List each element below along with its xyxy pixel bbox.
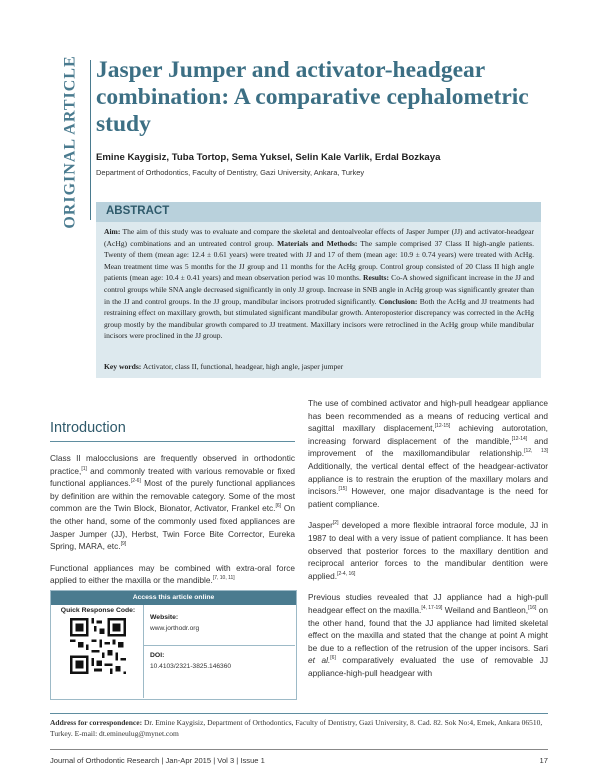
doi-label: DOI:: [150, 652, 165, 659]
text-run: Jasper: [308, 520, 333, 531]
text-run: and improvement of the maxillomandibular relationship.: [308, 435, 548, 459]
text-run: Class II malocclusions are frequently observed in orthodontic practice,: [50, 453, 295, 476]
introduction-rule: [50, 441, 295, 442]
introduction-heading: Introduction: [50, 420, 126, 436]
website-link[interactable]: www.jorthodr.org: [150, 625, 200, 632]
text-run: On the other hand, some of the commonly used fixed appliances are Jasper Jumper (JJ), Herbst, Twin Force Bite Corrector, Eureka Spring, MARA, etc.: [50, 503, 295, 552]
author-list: Emine Kaygisiz, Tuba Tortop, Sema Yuksel, Selin Kale Varlik, Erdal Bozkaya: [96, 152, 441, 163]
correspondence-text: Dr. Emine Kaygisiz, Department of Orthodontics, Faculty of Dentistry, Gazi University, 8. Cad. 82. Sok No:4, Emek, Ankara 06510, Turkey. E-mail: dt.emineulug@mynet.com: [50, 718, 543, 739]
text-run: comparatively evaluated the use of removable JJ appliance-high-pull headgear with: [308, 655, 548, 678]
text-run: achieving autorotation, increasing forward displacement of the mandible,: [308, 423, 548, 446]
body-column-right: [308, 397, 548, 688]
text-run-italic: et al.: [308, 655, 331, 666]
text-run: Additionally, the vertical dental effect of the headgear-activator appliance is to restrain the eruption of the maxillary molars and incisors.: [308, 460, 548, 497]
aim-label: Aim:: [104, 227, 121, 236]
citation[interactable]: [6]: [330, 655, 336, 662]
abstract-header: [96, 202, 541, 222]
citation[interactable]: [2-6]: [130, 478, 141, 485]
text-run: developed a more flexible intraoral force module, JJ in 1987 to deal with a very issue of patient compliance. It has been observed that posterior forces to the maxillary dentition and reciprocal anterior forces to the mandibular dentition were applied.: [308, 520, 548, 581]
body-column-left: [50, 452, 295, 596]
citation[interactable]: [4, 17-19]: [421, 605, 443, 612]
text-run: Weiland and Bantleon,: [442, 604, 529, 615]
citation[interactable]: [12-14]: [511, 436, 528, 443]
text-run: Functional appliances may be combined with extra-oral force applied to either the maxilla or the mandible.: [50, 562, 295, 586]
abstract-heading: ABSTRACT: [106, 205, 170, 217]
keywords: [104, 362, 534, 371]
access-box-divider: [143, 605, 144, 698]
paragraph: [50, 452, 295, 553]
access-box-heading: Access this article online: [51, 591, 296, 605]
doi-link[interactable]: 10.4103/2321-3825.146360: [150, 663, 232, 670]
citation[interactable]: [2-4, 16]: [337, 570, 356, 577]
text-run: on the other hand, found that the JJ appliance had limited skeletal effect on the maxilla and stated that the change at point A might be due to a reflection of the retrusion of the upper incisors. Sari: [308, 604, 548, 653]
aim-text: The aim of this study was to evaluate and compare the skeletal and dentoalveolar effects of Jasper Jumper (JJ) and activator-headgear (AcHg) combinations and an untreated control group.: [104, 227, 534, 248]
citation[interactable]: [2]: [332, 520, 339, 527]
methods-label: Materials and Methods:: [277, 238, 358, 248]
citation[interactable]: [9]: [120, 541, 127, 548]
text-run: Previous studies revealed that JJ appliance had a high-pull headgear effect on the maxilla.: [308, 592, 548, 615]
citation[interactable]: [16]: [528, 605, 537, 612]
paragraph: [308, 519, 548, 582]
text-run: However, one major disadvantage is the need for patient compliance.: [308, 486, 548, 509]
citation[interactable]: [1]: [81, 465, 87, 472]
correspondence-label: Address for correspondence:: [50, 718, 143, 727]
article-title: Jasper Jumper and activator-headgear combination: A comparative cephalometric study: [96, 57, 529, 137]
footer-rule: [50, 749, 548, 750]
qr-code-label: Quick Response Code:: [60, 607, 136, 614]
methods-text: The sample comprised 37 Class II high-angle patients. Twenty of them (mean age: 12.4 ± 0.61 years) were treated with JJ and 17 of them (mean age: 10.9 ± 0.74 years) were treated with AcHg. Mean treatment time was 5 months for the JJ group and 11 months for the AcHg group. Control group consisted of 20 Class II high angle patients (mean age: 10.4 ± 0.41 years) and mean observation period was 10 months.: [104, 238, 534, 283]
citation[interactable]: [15]: [338, 486, 347, 493]
conclusion-label: Conclusion:: [378, 296, 418, 306]
article-type-sidebar: [60, 55, 82, 229]
paragraph: [308, 397, 548, 510]
correspondence-block: [50, 717, 548, 740]
journal-footer: Journal of Orthodontic Research | Jan-Apr 2015 | Vol 3 | Issue 1: [50, 756, 265, 765]
access-box-row-divider: [143, 645, 295, 646]
sidebar-divider: [90, 60, 91, 220]
qr-code-icon[interactable]: [70, 618, 126, 674]
website-label: Website:: [150, 614, 179, 621]
correspondence-rule: [50, 713, 548, 714]
results-text: Co-A showed significant increase in the JJ and control groups while SNA angle decreased significantly in only JJ group. Increase in SNB angle in AcHg group was significantly greater than in the JJ and control groups. In the JJ group, mandibular incisors protruded significantly.: [104, 273, 535, 306]
citation[interactable]: [7, 10, 11]: [212, 575, 235, 582]
citation[interactable]: [12, 13]: [524, 448, 548, 455]
affiliation: Department of Orthodontics, Faculty of Dentistry, Gazi University, Ankara, Turkey: [96, 168, 365, 177]
keywords-text: Activator, class II, functional, headgear, high angle, jasper jumper: [142, 362, 344, 371]
citation[interactable]: [6]: [275, 503, 282, 510]
conclusion-text: Both the AcHg and JJ treatments had restraining effect on maxillary growth, but stimulated significant mandibular growth. Anteroposterior discrepancy was corrected in the AcHg group mostly by the mandibular growth compared to JJ treatment. Maxillary incisors were retroclined in the AcHg group while mandibular incisors were proclined in the JJ group.: [104, 296, 535, 341]
results-label: Results:: [363, 273, 390, 283]
text-run: Most of the purely functional appliances by definition are within the removable category. Some of the most common are the Twin Block, Bionator, Activator, Frankel etc.: [50, 478, 295, 514]
text-run: The use of combined activator and high-pull headgear appliance has been recommended as a means of reducing vertical and sagittal maxillary displacement,: [308, 398, 548, 434]
abstract-body: [104, 226, 534, 342]
paragraph: [50, 562, 295, 587]
citation[interactable]: [12-15]: [434, 423, 451, 430]
article-type-label: ORIGINAL ARTICLE: [62, 55, 80, 229]
page-number: 17: [539, 756, 548, 765]
text-run: and commonly treated with various removable or fixed functional appliances.: [50, 465, 295, 489]
keywords-label: Key words:: [104, 362, 142, 371]
paragraph: [308, 591, 548, 679]
